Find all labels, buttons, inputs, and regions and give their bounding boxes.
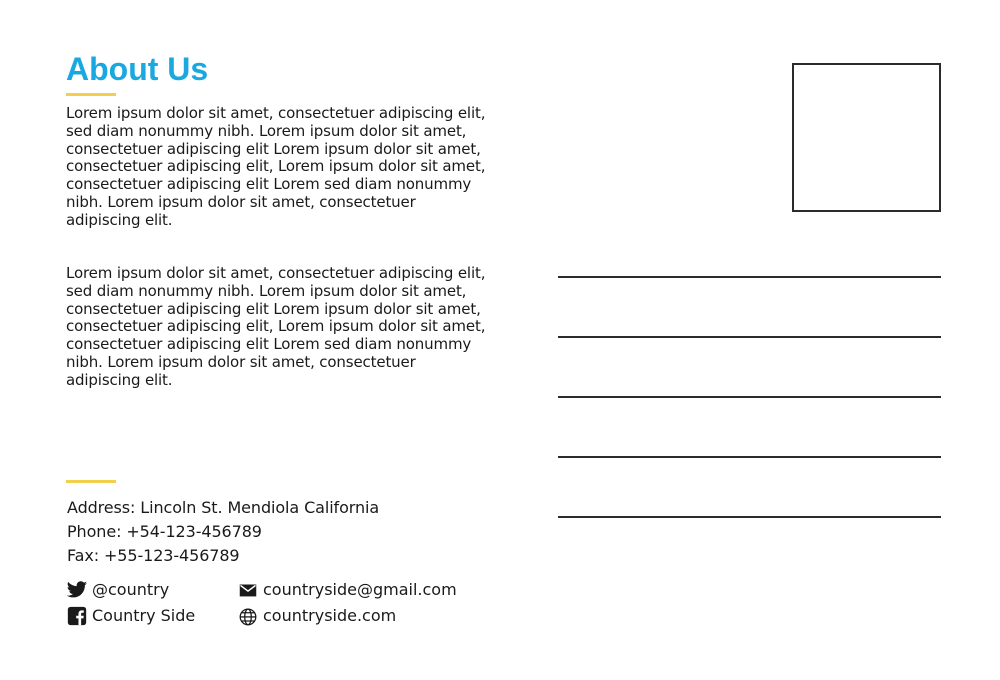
title-accent-divider <box>66 93 116 96</box>
contact-phone: Phone: +54-123-456789 <box>67 522 262 541</box>
stamp-placeholder <box>792 63 941 212</box>
contact-address: Address: Lincoln St. Mendiola California <box>67 498 380 517</box>
address-line-2 <box>558 336 941 338</box>
twitter-label: @country <box>92 580 170 599</box>
contact-fax: Fax: +55-123-456789 <box>67 546 240 565</box>
email-label: countryside@gmail.com <box>263 580 457 599</box>
globe-icon <box>237 605 259 627</box>
email-link[interactable] <box>237 579 457 601</box>
address-line-3 <box>558 396 941 398</box>
address-line-1 <box>558 276 941 278</box>
website-link[interactable] <box>237 605 396 627</box>
envelope-icon <box>237 579 259 601</box>
facebook-page[interactable] <box>66 605 195 627</box>
facebook-icon <box>66 605 88 627</box>
contact-accent-divider <box>66 480 116 483</box>
about-paragraph-1: Lorem ipsum dolor sit amet, consectetuer adipiscing elit, sed diam nonummy nibh. Lorem ipsum dolor sit amet, consectetuer adipiscing elit Lorem ipsum dolor sit amet, consectetuer adipiscing elit, Lorem ipsum dolor sit amet, consectetuer adipiscing elit Lorem sed diam nonummy nibh. Lorem ipsum dolor sit amet, consectetuer adipiscing elit. <box>66 104 486 229</box>
twitter-handle[interactable] <box>66 579 169 601</box>
page-title: About Us <box>66 51 209 87</box>
address-line-5 <box>558 516 941 518</box>
facebook-label: Country Side <box>92 606 196 625</box>
twitter-icon <box>66 579 88 601</box>
website-label: countryside.com <box>263 606 397 625</box>
about-paragraph-2: Lorem ipsum dolor sit amet, consectetuer adipiscing elit, sed diam nonummy nibh. Lorem ipsum dolor sit amet, consectetuer adipiscing elit Lorem ipsum dolor sit amet, consectetuer adipiscing elit, Lorem ipsum dolor sit amet, consectetuer adipiscing elit Lorem sed diam nonummy nibh. Lorem ipsum dolor sit amet, consectetuer adipiscing elit. <box>66 264 486 389</box>
address-line-4 <box>558 456 941 458</box>
